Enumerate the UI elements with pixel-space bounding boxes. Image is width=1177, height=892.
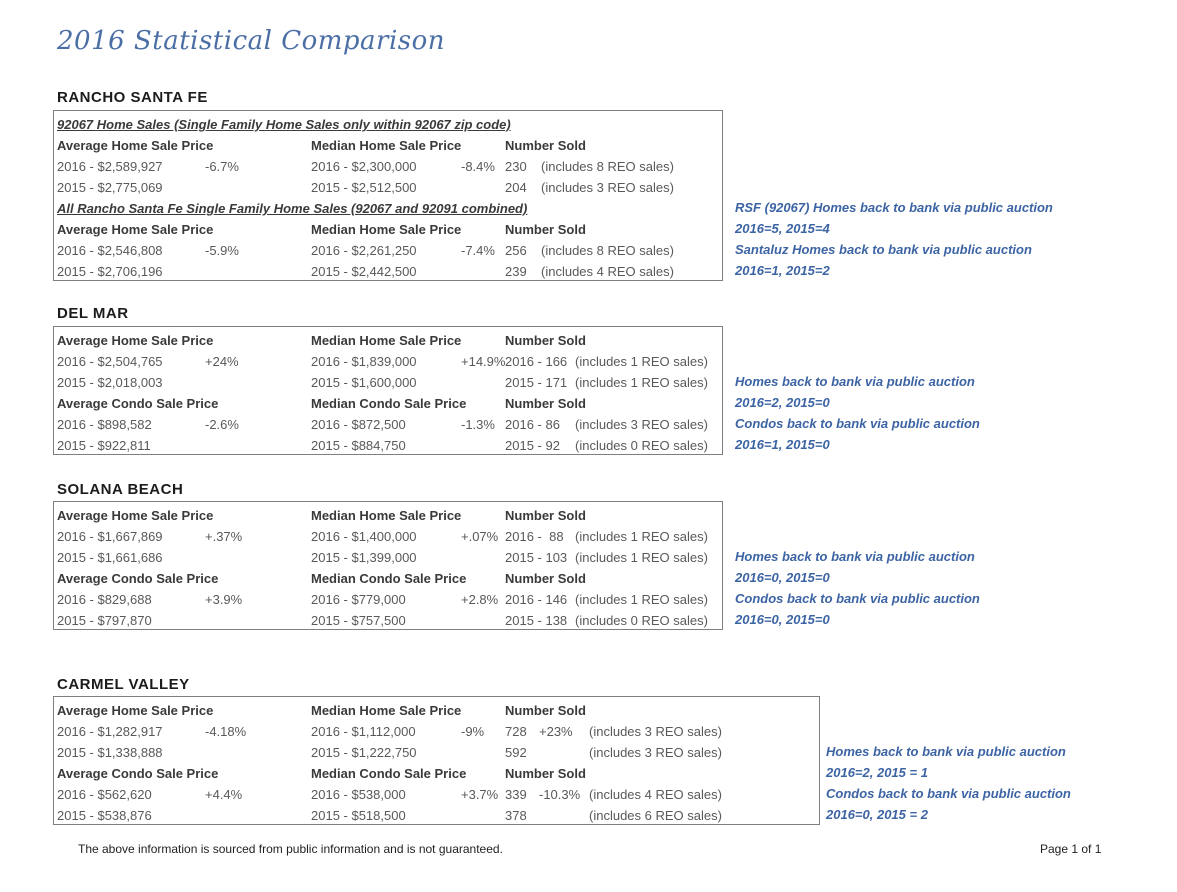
table-row	[54, 114, 722, 135]
number-sold-cell	[505, 156, 674, 177]
avg-price-cell	[57, 240, 239, 261]
number-sold-cell	[505, 721, 722, 742]
note-values: 2016=0, 2015=0	[735, 570, 830, 585]
column-header-median-condo: Median Condo Sale Price	[311, 766, 467, 781]
price-change: -4.18%	[205, 724, 247, 739]
disclaimer-text: The above information is sourced from public information and is not guaranteed.	[78, 842, 503, 856]
sold-change: -10.3%	[539, 787, 581, 802]
reo-note: (includes 1 REO sales)	[575, 550, 708, 565]
price-change: -8.4%	[461, 159, 495, 174]
price-value: 2016 - $898,582	[57, 417, 152, 432]
number-sold-cell	[505, 526, 708, 547]
table-row	[54, 414, 722, 435]
median-price-cell	[311, 351, 505, 372]
price-change: +4.4%	[205, 787, 243, 802]
price-value: 2015 - $538,876	[57, 808, 152, 823]
median-price-cell	[311, 784, 498, 805]
auction-notes-rancho-santa-fe	[735, 197, 1053, 281]
reo-note: (includes 6 REO sales)	[589, 808, 722, 823]
sold-count: 2015 - 92	[505, 438, 560, 453]
auction-notes-del-mar	[735, 371, 980, 455]
column-header-number-sold: Number Sold	[505, 571, 586, 586]
avg-price-cell	[57, 589, 242, 610]
number-sold-cell	[505, 414, 708, 435]
table-row	[54, 393, 722, 414]
avg-price-cell	[57, 177, 205, 198]
sold-count: 2016 - 166	[505, 354, 568, 369]
table-subtitle: 92067 Home Sales (Single Family Home Sales only within 92067 zip code)	[57, 117, 511, 132]
reo-note: (includes 4 REO sales)	[541, 264, 674, 279]
price-change: +.07%	[461, 529, 499, 544]
stats-table-solana-beach	[53, 501, 723, 630]
table-row	[54, 330, 722, 351]
reo-note: (includes 1 REO sales)	[575, 592, 708, 607]
reo-note: (includes 3 REO sales)	[575, 417, 708, 432]
reo-note: (includes 4 REO sales)	[589, 787, 722, 802]
note-label: Condos back to bank via public auction	[735, 416, 980, 431]
price-value: 2016 - $1,839,000	[311, 354, 417, 369]
column-header-number-sold: Number Sold	[505, 222, 586, 237]
note-values: 2016=2, 2015 = 1	[826, 765, 928, 780]
avg-price-cell	[57, 721, 246, 742]
reo-note: (includes 3 REO sales)	[589, 724, 722, 739]
price-value: 2015 - $797,870	[57, 613, 152, 628]
sold-count: 2016 - 86	[505, 417, 560, 432]
number-sold-cell	[505, 240, 674, 261]
price-value: 2015 - $1,661,686	[57, 550, 163, 565]
price-change: +.37%	[205, 529, 243, 544]
column-header-number-sold: Number Sold	[505, 766, 586, 781]
column-header-median: Median Home Sale Price	[311, 333, 462, 348]
sold-change: +23%	[539, 724, 573, 739]
table-row	[54, 568, 722, 589]
price-value: 2015 - $2,512,500	[311, 180, 417, 195]
price-value: 2016 - $562,620	[57, 787, 152, 802]
price-change: -1.3%	[461, 417, 495, 432]
number-sold-cell	[505, 784, 722, 805]
price-value: 2016 - $1,112,000	[311, 724, 416, 739]
table-row	[54, 610, 722, 631]
reo-note: (includes 1 REO sales)	[575, 375, 708, 390]
sold-count: 592	[505, 745, 527, 760]
price-value: 2015 - $884,750	[311, 438, 406, 453]
column-header-average: Average Home Sale Price	[57, 703, 214, 718]
price-change: -9%	[461, 724, 485, 739]
note-label: Homes back to bank via public auction	[735, 374, 975, 389]
section-heading-del-mar: DEL MAR	[57, 305, 129, 322]
number-sold-cell	[505, 177, 674, 198]
price-value: 2016 - $1,667,869	[57, 529, 163, 544]
price-change: +24%	[205, 354, 239, 369]
note-label: RSF (92067) Homes back to bank via public auction	[735, 200, 1053, 215]
price-value: 2015 - $2,442,500	[311, 264, 417, 279]
note-label: Santaluz Homes back to bank via public auction	[735, 242, 1032, 257]
stats-table-del-mar	[53, 326, 723, 455]
column-header-average: Average Home Sale Price	[57, 508, 214, 523]
column-header-median: Median Home Sale Price	[311, 138, 462, 153]
reo-note: (includes 1 REO sales)	[575, 354, 708, 369]
median-price-cell	[311, 805, 461, 826]
number-sold-cell	[505, 372, 708, 393]
section-heading-solana-beach: SOLANA BEACH	[57, 481, 184, 498]
price-value: 2016 - $538,000	[311, 787, 406, 802]
column-header-number-sold: Number Sold	[505, 703, 586, 718]
median-price-cell	[311, 414, 495, 435]
number-sold-cell	[505, 742, 722, 763]
avg-price-cell	[57, 414, 239, 435]
price-change: +2.8%	[461, 592, 499, 607]
number-sold-cell	[505, 589, 708, 610]
price-value: 2015 - $518,500	[311, 808, 406, 823]
reo-note: (includes 8 REO sales)	[541, 243, 674, 258]
page-title: 2016 Statistical Comparison	[57, 26, 446, 56]
reo-note: (includes 1 REO sales)	[575, 529, 708, 544]
sold-count: 339	[505, 787, 527, 802]
stats-table-rancho-santa-fe	[53, 110, 723, 281]
reo-note: (includes 3 REO sales)	[541, 180, 674, 195]
price-value: 2015 - $757,500	[311, 613, 406, 628]
avg-price-cell	[57, 610, 205, 631]
note-values: 2016=0, 2015=0	[735, 612, 830, 627]
price-value: 2016 - $872,500	[311, 417, 406, 432]
note-values: 2016=0, 2015 = 2	[826, 807, 928, 822]
note-values: 2016=5, 2015=4	[735, 221, 830, 236]
column-header-median: Median Home Sale Price	[311, 508, 462, 523]
price-value: 2016 - $1,282,917	[57, 724, 163, 739]
price-value: 2015 - $1,338,888	[57, 745, 163, 760]
page-number: Page 1 of 1	[1040, 842, 1102, 856]
number-sold-cell	[505, 261, 674, 282]
price-value: 2015 - $1,222,750	[311, 745, 417, 760]
avg-price-cell	[57, 261, 205, 282]
avg-price-cell	[57, 526, 242, 547]
price-value: 2016 - $779,000	[311, 592, 406, 607]
sold-count: 2015 - 103	[505, 550, 568, 565]
median-price-cell	[311, 435, 461, 456]
table-row	[54, 351, 722, 372]
auction-notes-solana-beach	[735, 546, 980, 630]
sold-count: 230	[505, 159, 527, 174]
reo-note: (includes 8 REO sales)	[541, 159, 674, 174]
table-row	[54, 177, 722, 198]
table-row	[54, 135, 722, 156]
table-row	[54, 721, 819, 742]
sold-count: 204	[505, 180, 527, 195]
column-header-average-condo: Average Condo Sale Price	[57, 396, 219, 411]
avg-price-cell	[57, 351, 239, 372]
price-value: 2016 - $2,300,000	[311, 159, 417, 174]
median-price-cell	[311, 721, 484, 742]
column-header-average-condo: Average Condo Sale Price	[57, 766, 219, 781]
price-value: 2016 - $2,261,250	[311, 243, 417, 258]
price-value: 2015 - $2,775,069	[57, 180, 163, 195]
avg-price-cell	[57, 547, 205, 568]
table-row	[54, 505, 722, 526]
table-row	[54, 784, 819, 805]
reo-note: (includes 3 REO sales)	[589, 745, 722, 760]
note-label: Condos back to bank via public auction	[826, 786, 1071, 801]
price-value: 2015 - $922,811	[57, 438, 151, 453]
number-sold-cell	[505, 805, 722, 826]
reo-note: (includes 0 REO sales)	[575, 438, 708, 453]
median-price-cell	[311, 610, 461, 631]
table-row	[54, 198, 722, 219]
median-price-cell	[311, 526, 498, 547]
avg-price-cell	[57, 805, 205, 826]
column-header-number-sold: Number Sold	[505, 508, 586, 523]
price-value: 2015 - $1,399,000	[311, 550, 417, 565]
sold-count: 2015 - 171	[505, 375, 568, 390]
avg-price-cell	[57, 742, 205, 763]
avg-price-cell	[57, 435, 205, 456]
avg-price-cell	[57, 156, 239, 177]
median-price-cell	[311, 240, 495, 261]
median-price-cell	[311, 372, 461, 393]
column-header-median-condo: Median Condo Sale Price	[311, 396, 467, 411]
column-header-average-condo: Average Condo Sale Price	[57, 571, 219, 586]
sold-count: 2016 - 146	[505, 592, 568, 607]
avg-price-cell	[57, 372, 205, 393]
number-sold-cell	[505, 547, 708, 568]
sold-count: 2015 - 138	[505, 613, 568, 628]
table-row	[54, 547, 722, 568]
sold-count: 239	[505, 264, 527, 279]
median-price-cell	[311, 261, 461, 282]
column-header-median: Median Home Sale Price	[311, 703, 462, 718]
note-label: Homes back to bank via public auction	[826, 744, 1066, 759]
median-price-cell	[311, 547, 461, 568]
table-row	[54, 261, 722, 282]
sold-count: 378	[505, 808, 527, 823]
number-sold-cell	[505, 351, 708, 372]
column-header-number-sold: Number Sold	[505, 138, 586, 153]
median-price-cell	[311, 177, 461, 198]
price-change: +3.9%	[205, 592, 243, 607]
table-row	[54, 219, 722, 240]
number-sold-cell	[505, 435, 708, 456]
price-change: +14.9%	[461, 354, 506, 369]
price-value: 2015 - $1,600,000	[311, 375, 417, 390]
price-change: +3.7%	[461, 787, 499, 802]
price-change: -6.7%	[205, 159, 239, 174]
price-change: -7.4%	[461, 243, 495, 258]
price-value: 2015 - $2,706,196	[57, 264, 163, 279]
column-header-average: Average Home Sale Price	[57, 222, 214, 237]
table-row	[54, 763, 819, 784]
table-row	[54, 742, 819, 763]
table-row	[54, 805, 819, 826]
sold-count: 256	[505, 243, 527, 258]
section-heading-carmel-valley: CARMEL VALLEY	[57, 676, 190, 693]
note-label: Condos back to bank via public auction	[735, 591, 980, 606]
median-price-cell	[311, 156, 495, 177]
median-price-cell	[311, 589, 498, 610]
reo-note: (includes 0 REO sales)	[575, 613, 708, 628]
table-subtitle: All Rancho Santa Fe Single Family Home Sales (92067 and 92091 combined)	[57, 201, 528, 216]
table-row	[54, 700, 819, 721]
column-header-average: Average Home Sale Price	[57, 138, 214, 153]
table-row	[54, 589, 722, 610]
price-value: 2016 - $1,400,000	[311, 529, 417, 544]
price-change: -5.9%	[205, 243, 239, 258]
column-header-median-condo: Median Condo Sale Price	[311, 571, 467, 586]
note-values: 2016=1, 2015=2	[735, 263, 830, 278]
price-value: 2016 - $829,688	[57, 592, 152, 607]
price-value: 2016 - $2,504,765	[57, 354, 163, 369]
number-sold-cell	[505, 610, 708, 631]
note-values: 2016=1, 2015=0	[735, 437, 830, 452]
column-header-median: Median Home Sale Price	[311, 222, 462, 237]
note-label: Homes back to bank via public auction	[735, 549, 975, 564]
section-heading-rancho-santa-fe: RANCHO SANTA FE	[57, 89, 208, 106]
table-row	[54, 372, 722, 393]
auction-notes-carmel-valley	[826, 741, 1071, 825]
table-row	[54, 240, 722, 261]
column-header-number-sold: Number Sold	[505, 396, 586, 411]
note-values: 2016=2, 2015=0	[735, 395, 830, 410]
price-value: 2015 - $2,018,003	[57, 375, 163, 390]
column-header-average: Average Home Sale Price	[57, 333, 214, 348]
price-value: 2016 - $2,546,808	[57, 243, 163, 258]
price-change: -2.6%	[205, 417, 239, 432]
median-price-cell	[311, 742, 461, 763]
column-header-number-sold: Number Sold	[505, 333, 586, 348]
table-row	[54, 435, 722, 456]
table-row	[54, 156, 722, 177]
sold-count: 728	[505, 724, 527, 739]
stats-table-carmel-valley	[53, 696, 820, 825]
avg-price-cell	[57, 784, 242, 805]
price-value: 2016 - $2,589,927	[57, 159, 163, 174]
sold-count: 2016 - 88	[505, 529, 564, 544]
table-row	[54, 526, 722, 547]
